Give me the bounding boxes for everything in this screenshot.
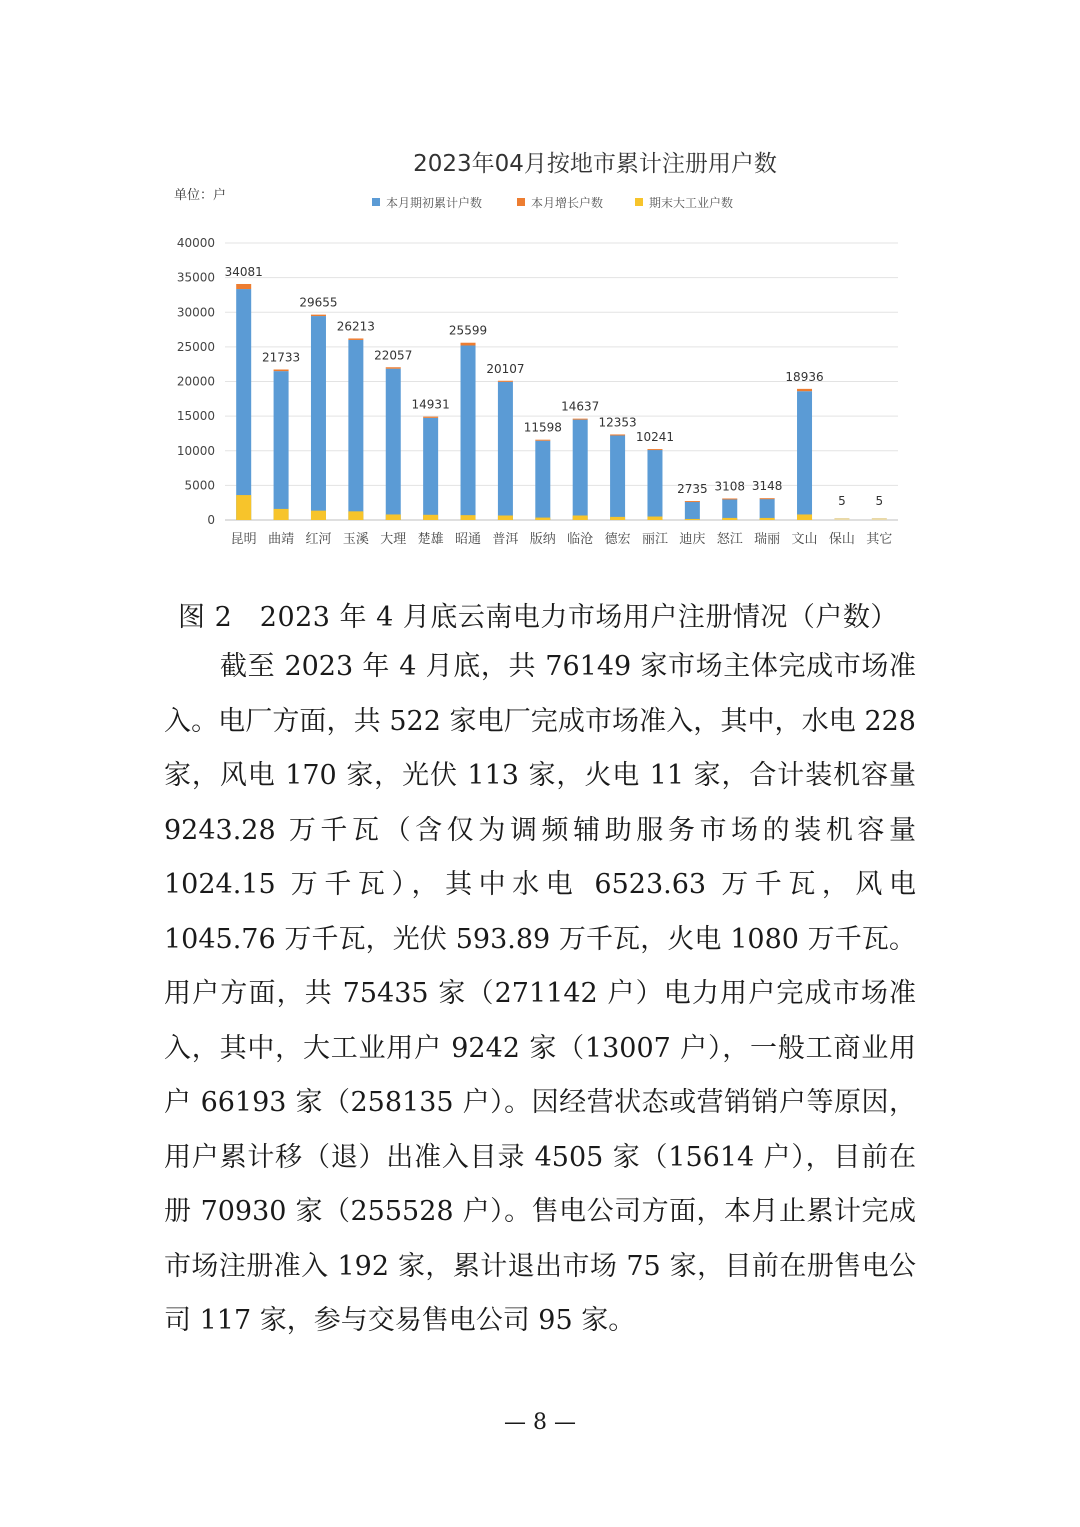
x-tick-label: 临沧 bbox=[567, 532, 594, 547]
bar-data-label: 22057 bbox=[374, 348, 413, 363]
bar-opening-users bbox=[386, 369, 401, 520]
bar-opening-users bbox=[236, 289, 251, 520]
bar-monthly-growth bbox=[610, 434, 625, 435]
body-paragraph: 截至 2023 年 4 月底，共 76149 家市场主体完成市场准入。电厂方面，共 522 家电厂完成市场准入，其中，水电 228 家，风电 170 家，光伏 113 家，火电 11 家，合计装机容量 9243.28 万千瓦（含仅为调频辅助服务市场的装机容量 1024.15 万千瓦），其中水电 6523.63 万千瓦，风电 1045.76 万千瓦，光伏 593.89 万千瓦，火电 1080 万千瓦。用户方面，共 75435 家（271142 户）电力用户完成市场准入，其中，大工业用户 9242 家（13007 户），一般工商业用户 66193 家（258135 户）。因经营状态或营销销户等原因，用户累计移（退）出准入目录 4505 家（15614 户），目前在册 70930 家（255528 户）。售电公司方面，本月止累计完成市场注册准入 192 家，累计退出市场 75 家，目前在册售电公司 117 家，参与交易售电公司 95 家。 bbox=[164, 651, 916, 1336]
bar-monthly-growth bbox=[461, 343, 476, 346]
y-tick-label: 35000 bbox=[176, 270, 215, 285]
bar-monthly-growth bbox=[535, 440, 550, 441]
legend-swatch bbox=[635, 198, 643, 206]
x-tick-label: 瑞丽 bbox=[754, 532, 781, 547]
x-tick-label: 曲靖 bbox=[268, 532, 295, 547]
bar-monthly-growth bbox=[722, 498, 737, 499]
bar-data-label: 2735 bbox=[677, 482, 708, 497]
bar-industrial-users bbox=[236, 495, 251, 520]
bar-monthly-growth bbox=[760, 498, 775, 499]
bar-monthly-growth bbox=[348, 338, 363, 339]
bar-data-label: 29655 bbox=[299, 295, 338, 310]
bar-data-label: 21733 bbox=[261, 350, 301, 365]
bar-data-label: 12353 bbox=[598, 415, 637, 430]
bar-opening-users bbox=[760, 499, 775, 520]
x-tick-label: 德宏 bbox=[604, 532, 631, 547]
bar-small-value bbox=[834, 518, 849, 520]
legend-swatch bbox=[517, 198, 525, 206]
y-tick-label: 30000 bbox=[176, 305, 215, 320]
bar-opening-users bbox=[535, 441, 550, 520]
y-tick-label: 15000 bbox=[176, 409, 215, 424]
chart-bars bbox=[225, 265, 887, 520]
bar-industrial-users bbox=[274, 509, 289, 520]
bar-monthly-growth bbox=[423, 417, 438, 418]
x-tick-label: 昆明 bbox=[230, 532, 257, 547]
bar-monthly-growth bbox=[797, 389, 812, 391]
y-tick-label: 5000 bbox=[184, 478, 215, 493]
bar-monthly-growth bbox=[573, 419, 588, 420]
bar-industrial-users bbox=[610, 517, 625, 520]
x-tick-label: 版纳 bbox=[529, 532, 556, 547]
legend-entry: 期末大工业户数 bbox=[649, 196, 734, 210]
x-tick-label: 红河 bbox=[305, 532, 332, 547]
bar-industrial-users bbox=[498, 515, 513, 520]
y-tick-label: 40000 bbox=[176, 236, 215, 250]
bar-data-label: 34081 bbox=[224, 264, 263, 279]
x-tick-label: 昭通 bbox=[455, 532, 482, 547]
legend-swatch bbox=[372, 198, 380, 206]
x-tick-label: 迪庆 bbox=[679, 532, 706, 547]
bar-industrial-users bbox=[722, 518, 737, 520]
bar-opening-users bbox=[685, 501, 700, 520]
bar-industrial-users bbox=[386, 514, 401, 520]
bar-monthly-growth bbox=[311, 315, 326, 316]
bar-opening-users bbox=[573, 420, 588, 520]
bar-data-label: 11598 bbox=[523, 420, 562, 435]
bar-opening-users bbox=[274, 371, 289, 520]
y-tick-label: 10000 bbox=[176, 443, 215, 458]
bar-small-value bbox=[872, 518, 887, 520]
bar-monthly-growth bbox=[274, 369, 289, 371]
bar-industrial-users bbox=[461, 515, 476, 520]
x-tick-label: 文山 bbox=[791, 532, 818, 547]
y-tick-label: 25000 bbox=[176, 339, 215, 354]
bar-data-label: 18936 bbox=[785, 369, 824, 384]
page-number: — 8 — bbox=[504, 1410, 576, 1435]
legend-entry: 本月期初累计户数 bbox=[386, 196, 483, 210]
bar-opening-users bbox=[461, 345, 476, 520]
bar-industrial-users bbox=[797, 514, 812, 520]
bar-industrial-users bbox=[423, 515, 438, 520]
bar-monthly-growth bbox=[236, 284, 251, 289]
bar-industrial-users bbox=[573, 515, 588, 520]
bar-opening-users bbox=[498, 382, 513, 520]
bar-data-label: 14931 bbox=[411, 397, 450, 412]
bar-data-label: 5 bbox=[838, 494, 846, 508]
bar-monthly-growth bbox=[685, 501, 700, 502]
unit-label: 单位：户 bbox=[174, 188, 227, 203]
bar-industrial-users bbox=[535, 518, 550, 520]
bar-industrial-users bbox=[760, 518, 775, 520]
bar-data-label: 25599 bbox=[448, 323, 488, 338]
bar-industrial-users bbox=[647, 517, 662, 520]
bar-opening-users bbox=[647, 450, 662, 520]
bar-opening-users bbox=[797, 391, 812, 520]
y-axis bbox=[177, 236, 215, 527]
x-tick-label: 保山 bbox=[828, 532, 855, 547]
chart-title: 2023年04月按地市累计注册用户数 bbox=[413, 151, 777, 177]
bar-monthly-growth bbox=[498, 381, 513, 382]
bar-opening-users bbox=[610, 436, 625, 520]
x-tick-label: 玉溪 bbox=[342, 532, 369, 547]
bar-data-label: 26213 bbox=[336, 319, 375, 334]
bar-opening-users bbox=[722, 499, 737, 520]
x-tick-label: 丽江 bbox=[641, 532, 668, 547]
bar-industrial-users bbox=[311, 511, 326, 520]
bar-data-label: 3108 bbox=[714, 479, 746, 494]
x-tick-label: 大理 bbox=[380, 532, 407, 547]
bar-opening-users bbox=[423, 418, 438, 520]
legend-entry: 本月增长户数 bbox=[531, 196, 604, 210]
x-tick-label: 怒江 bbox=[716, 532, 743, 547]
bar-opening-users bbox=[311, 316, 326, 520]
bar-data-label: 14637 bbox=[561, 399, 600, 414]
x-tick-label: 普洱 bbox=[492, 532, 519, 547]
bar-monthly-growth bbox=[386, 367, 401, 368]
bar-data-label: 5 bbox=[875, 494, 884, 508]
x-tick-label: 其它 bbox=[866, 532, 893, 547]
x-tick-label: 楚雄 bbox=[417, 532, 444, 547]
figure-caption: 图 2 2023 年 4 月底云南电力市场用户注册情况（户数） bbox=[178, 602, 898, 633]
y-tick-label: 0 bbox=[207, 513, 215, 527]
bar-industrial-users bbox=[685, 519, 700, 520]
bar-data-label: 10241 bbox=[635, 430, 675, 445]
x-axis bbox=[231, 531, 893, 547]
bar-data-label: 20107 bbox=[486, 361, 525, 376]
bar-data-label: 3148 bbox=[751, 479, 783, 494]
bar-opening-users bbox=[348, 340, 363, 520]
y-tick-label: 20000 bbox=[176, 374, 215, 389]
chart-legend bbox=[372, 195, 733, 210]
registered-users-chart bbox=[150, 135, 930, 565]
bar-monthly-growth bbox=[647, 449, 662, 450]
bar-industrial-users bbox=[348, 511, 363, 520]
